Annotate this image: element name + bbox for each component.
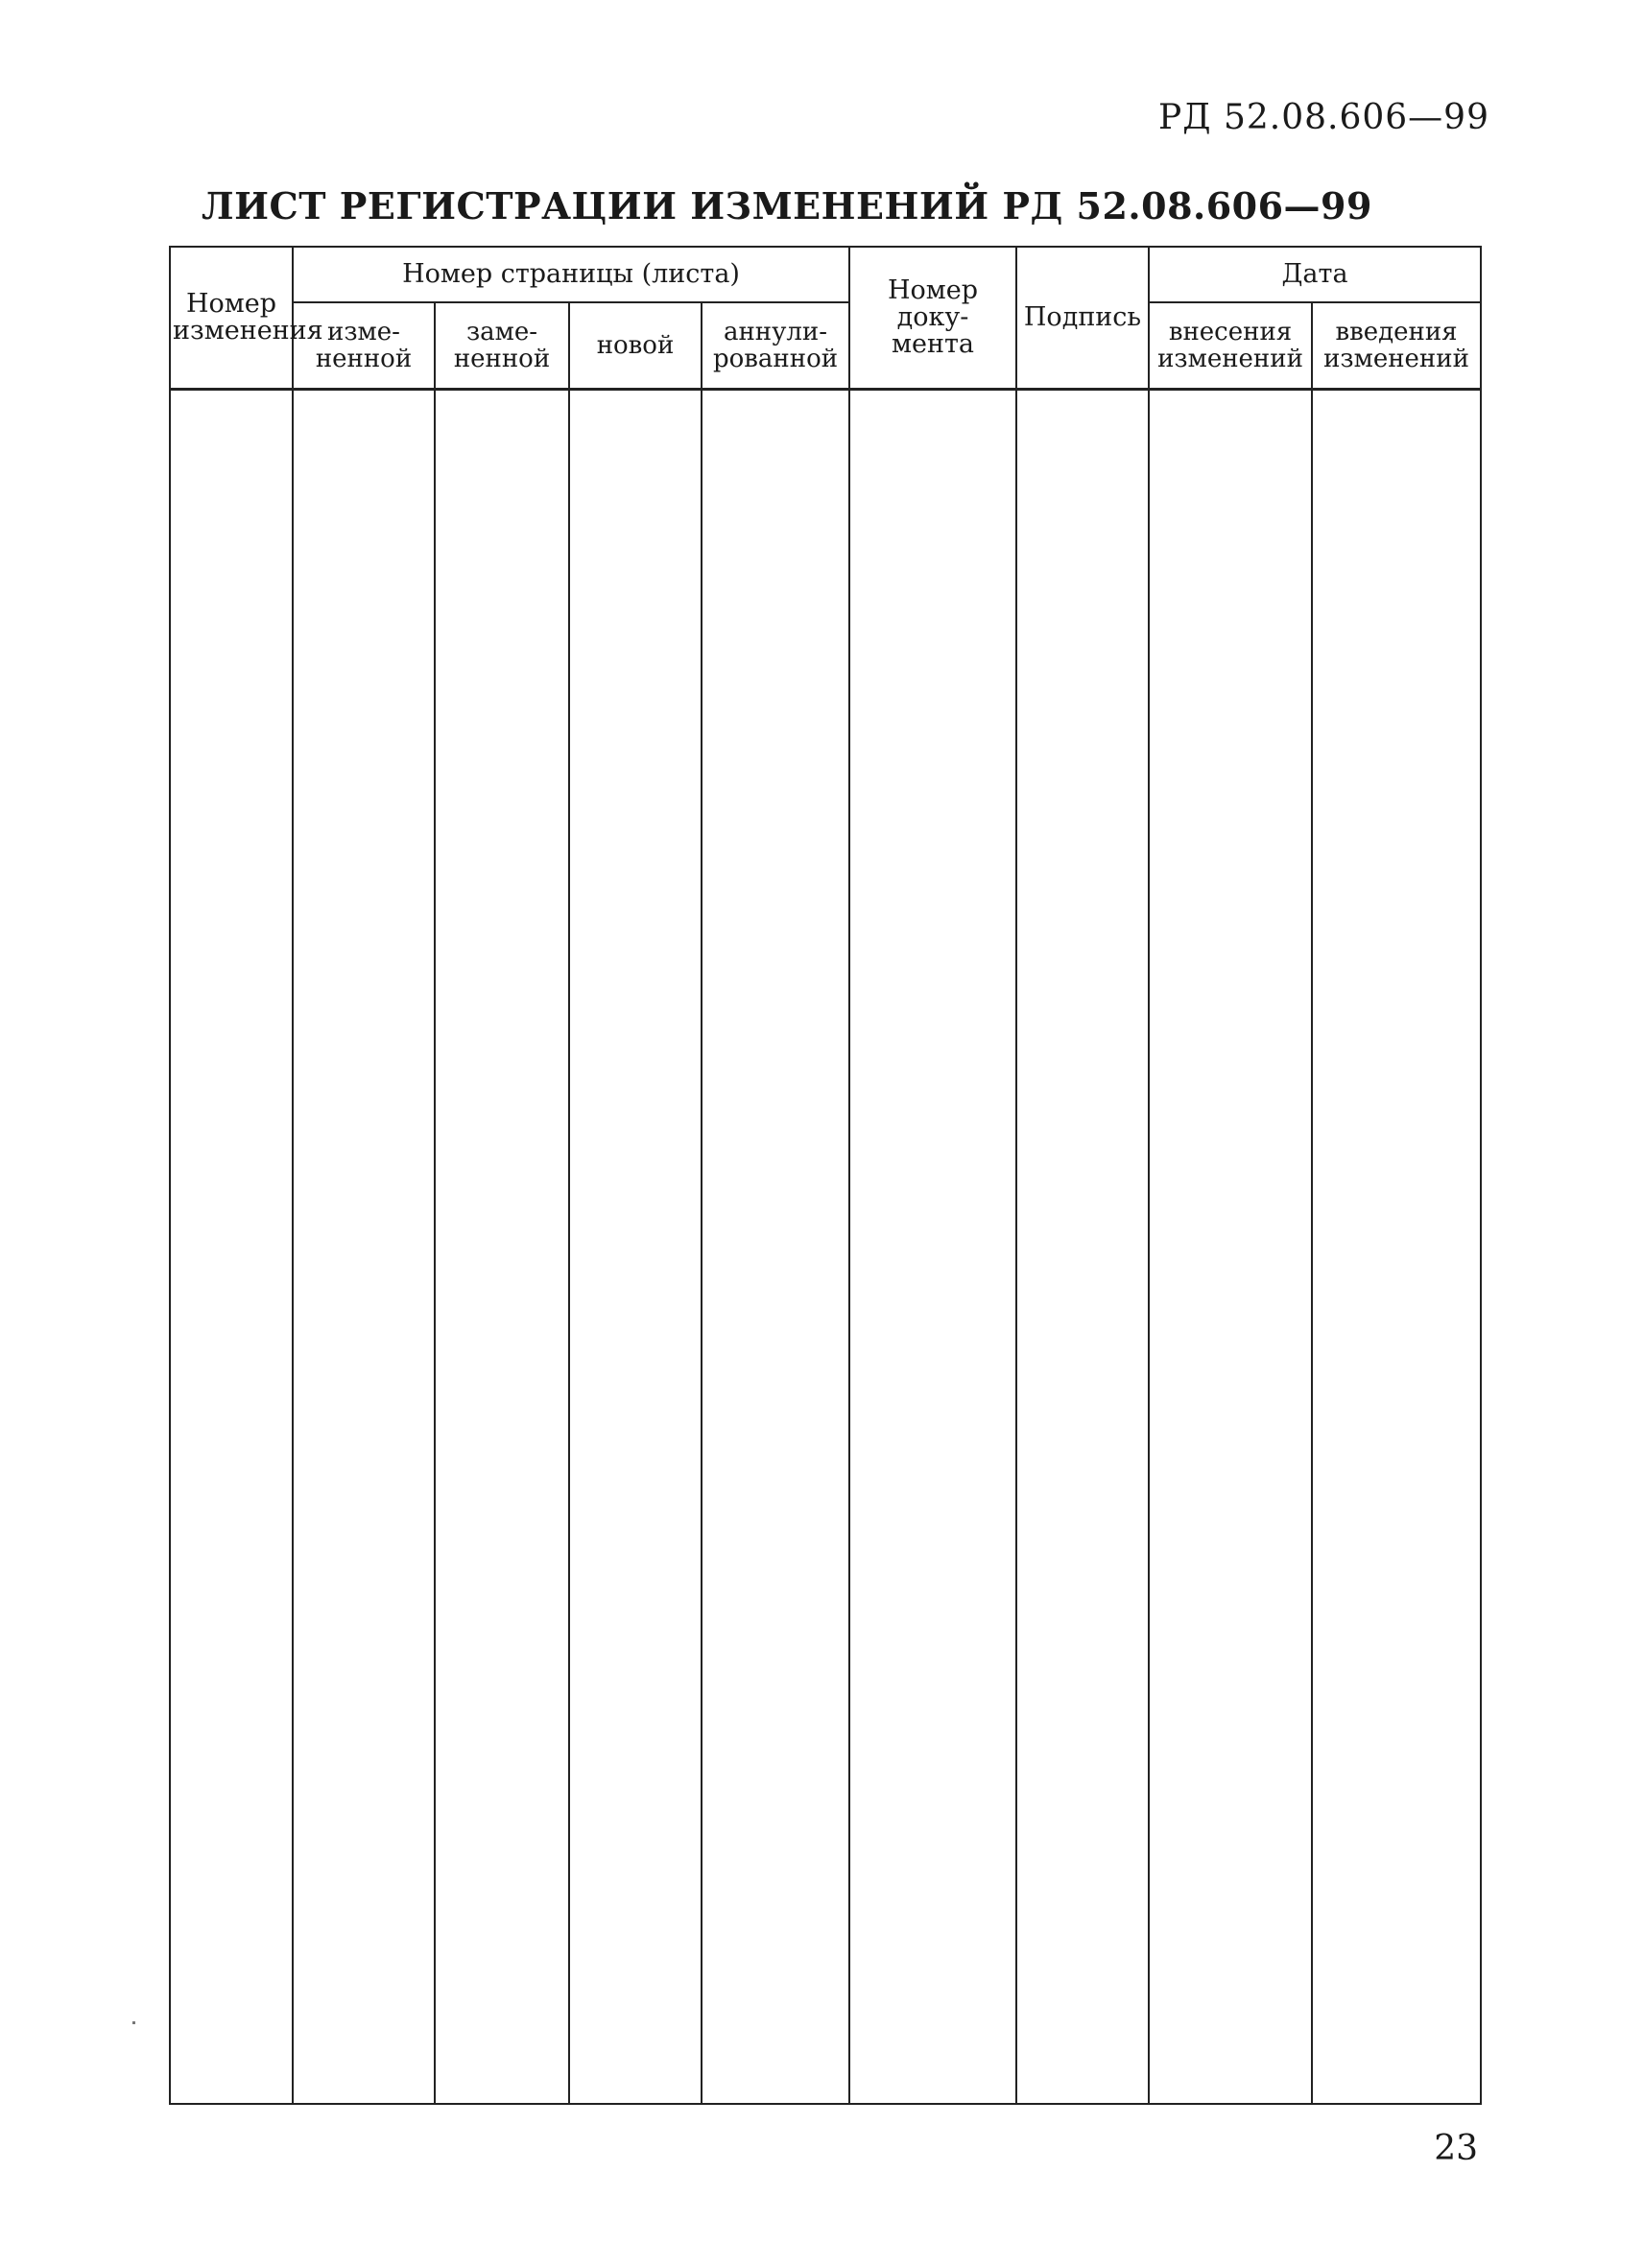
header-row-sub <box>170 302 1481 390</box>
cell-changed <box>293 390 435 2105</box>
col-header-date-entry: внесения изменений <box>1149 302 1312 390</box>
col-header-page-group: Номер страницы (листа) <box>293 247 849 302</box>
cell-date-effective <box>1312 390 1481 2105</box>
col-header-signature: Подпись <box>1016 247 1149 390</box>
cell-change-number <box>170 390 293 2105</box>
page-number: 23 <box>1434 2129 1478 2168</box>
col-header-document-number: Номер доку- мента <box>849 247 1016 390</box>
header-row-groups <box>170 247 1481 302</box>
table-row <box>170 390 1481 2105</box>
col-header-replaced: заме- ненной <box>435 302 569 390</box>
cell-document-number <box>849 390 1016 2105</box>
page-title: ЛИСТ РЕГИСТРАЦИИ ИЗМЕНЕНИЙ РД 52.08.606—99 <box>202 184 1372 227</box>
cell-annulled <box>702 390 849 2105</box>
cell-date-entry <box>1149 390 1312 2105</box>
change-registration-table <box>169 246 1482 2105</box>
document-code: РД 52.08.606—99 <box>1158 98 1489 137</box>
cell-replaced <box>435 390 569 2105</box>
scan-artifact <box>132 2021 135 2024</box>
col-header-date-group: Дата <box>1149 247 1481 302</box>
cell-new <box>569 390 702 2105</box>
col-header-annulled: аннули- рованной <box>702 302 849 390</box>
cell-signature <box>1016 390 1149 2105</box>
col-header-changed: изме- ненной <box>293 302 435 390</box>
col-header-new: новой <box>569 302 702 390</box>
col-header-date-effective: введения изменений <box>1312 302 1481 390</box>
col-header-change-number: Номер изменения <box>170 247 293 390</box>
